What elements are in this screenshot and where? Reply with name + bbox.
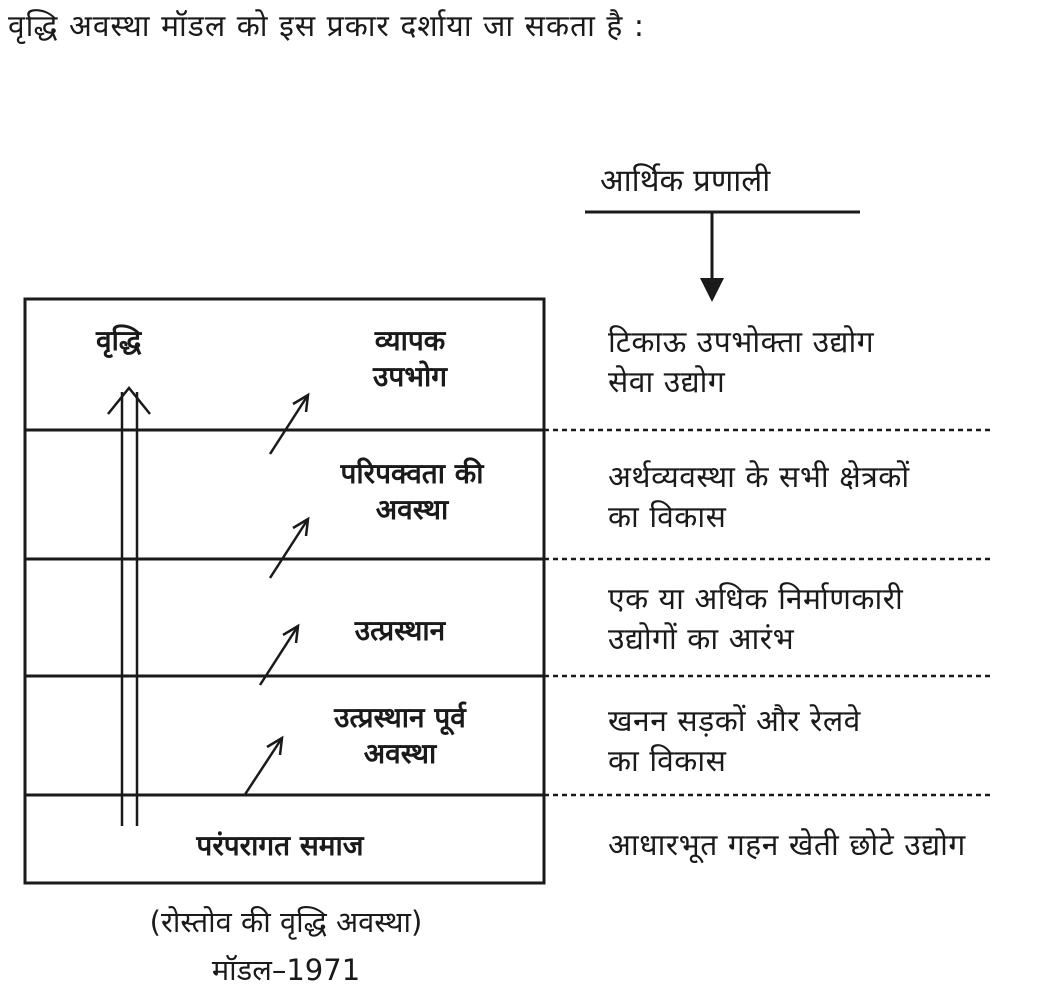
economy-traditional-society — [608, 826, 966, 866]
stage-name-line: परंपरागत समाज — [196, 829, 364, 862]
economy-line: खनन सड़कों और रेलवे — [608, 704, 861, 739]
stage-name-traditional-society — [130, 828, 430, 864]
stage-name-line: व्यापक — [374, 324, 446, 357]
economy-line: अर्थव्यवस्था के सभी क्षेत्रकों — [608, 460, 910, 495]
stage-name-take-off — [250, 613, 550, 649]
economy-line: का विकास — [608, 743, 727, 779]
stage-name-line: उत्प्रस्थान पूर्व — [334, 701, 466, 734]
economy-take-off — [608, 580, 903, 659]
stage-arrow-1 — [270, 395, 308, 454]
header-arrow-head — [700, 278, 724, 302]
stage-name-pre-take-off — [250, 700, 550, 772]
caption-year: मॉडल–1971 — [211, 953, 361, 987]
caption-title: (रोस्तोव की वृद्धि अवस्था) — [149, 905, 423, 939]
economy-line: आधारभूत गहन खेती छोटे उद्योग — [608, 828, 966, 863]
economy-pre-take-off — [608, 702, 861, 781]
intro-text: वृद्धि अवस्था मॉडल को इस प्रकार दर्शाया जा सकता है : — [8, 9, 645, 44]
stage-name-mass-consumption — [260, 323, 560, 395]
economy-maturity — [608, 458, 910, 537]
economy-line: उद्योगों का आरंभ — [608, 621, 795, 657]
stage-name-line: उपभोग — [373, 359, 447, 393]
economy-line: सेवा उद्योग — [608, 364, 726, 400]
economic-system-header: आर्थिक प्रणाली — [600, 163, 771, 199]
stage-arrow-2 — [270, 519, 308, 578]
stage-name-line: परिपक्वता की — [340, 457, 484, 490]
economy-line: टिकाऊ उपभोक्ता उद्योग — [608, 325, 875, 360]
stage-name-line: अवस्था — [363, 736, 437, 770]
economy-line: का विकास — [608, 499, 727, 535]
economy-line: एक या अधिक निर्माणकारी — [608, 582, 904, 617]
stage-name-line: उत्प्रस्थान — [354, 614, 446, 647]
growth-label: वृद्धि — [96, 324, 142, 357]
economy-mass-consumption — [608, 323, 874, 402]
stage-name-maturity — [262, 456, 562, 528]
growth-arrow-head — [108, 388, 150, 414]
stage-name-line: अवस्था — [375, 492, 449, 526]
